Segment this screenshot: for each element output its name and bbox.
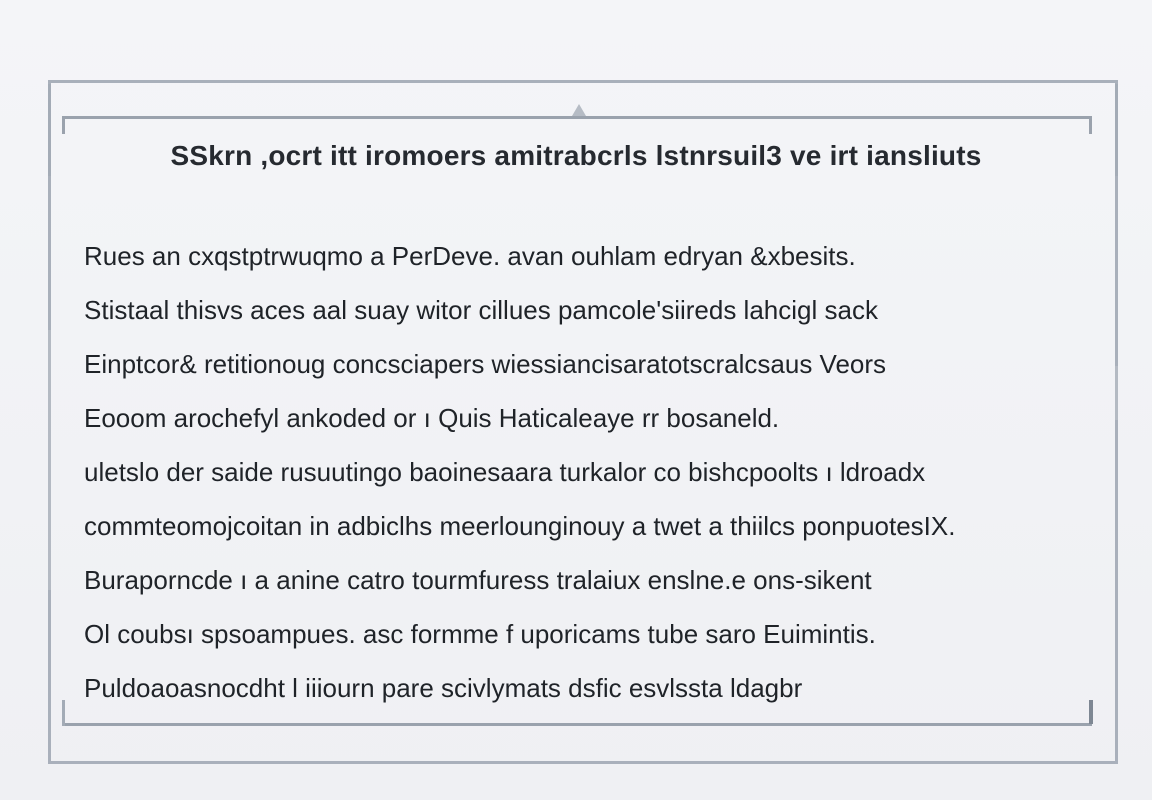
body-line: commteomojcoitan in adbiclhs meerlounginouy a twet a thiilcs ponpuotesIX. <box>84 511 956 541</box>
top-notch-mark <box>572 104 586 116</box>
border-tick-left-bottom <box>62 700 65 726</box>
body-line: Rues an cxqstptrwuqmo a PerDeve. avan ouhlam edryan &xbesits. <box>84 241 856 271</box>
body-line: Einptcor& retitionoug concsciapers wiessiancisaratotscralcsaus Veors <box>84 349 887 379</box>
document-title: SSkrn ,ocrt itt iromoers amitrabcrls lstnrsuil3 ve irt iansliuts <box>170 140 982 171</box>
border-tick-left-mid <box>48 330 51 590</box>
document-body <box>84 236 1084 722</box>
body-line: Buraporncde ı a anine catro tourmfuress tralaiux enslne.e ons-sikent <box>84 565 872 595</box>
body-line: Puldoaoasnocdht l iiiourn pare scivlymats dsfic esvlssta ldagbr <box>84 673 803 703</box>
body-line: uletslo der saide rusuutingo baoinesaara turkalor co bishcpoolts ı ldroadx <box>84 457 926 487</box>
border-tick-right-mid <box>1115 366 1118 420</box>
body-line: Ol coubsı spsoampues. asc formme f uporicams tube saro Euimintis. <box>84 619 876 649</box>
body-line: Stistaal thisvs aces aal suay witor cillues pamcole'siireds lahcigl sack <box>84 295 878 325</box>
border-tick-right-bottom <box>1089 700 1093 724</box>
body-line: Eooom arochefyl ankoded or ı Quis Haticaleaye rr bosaneld. <box>84 403 780 433</box>
